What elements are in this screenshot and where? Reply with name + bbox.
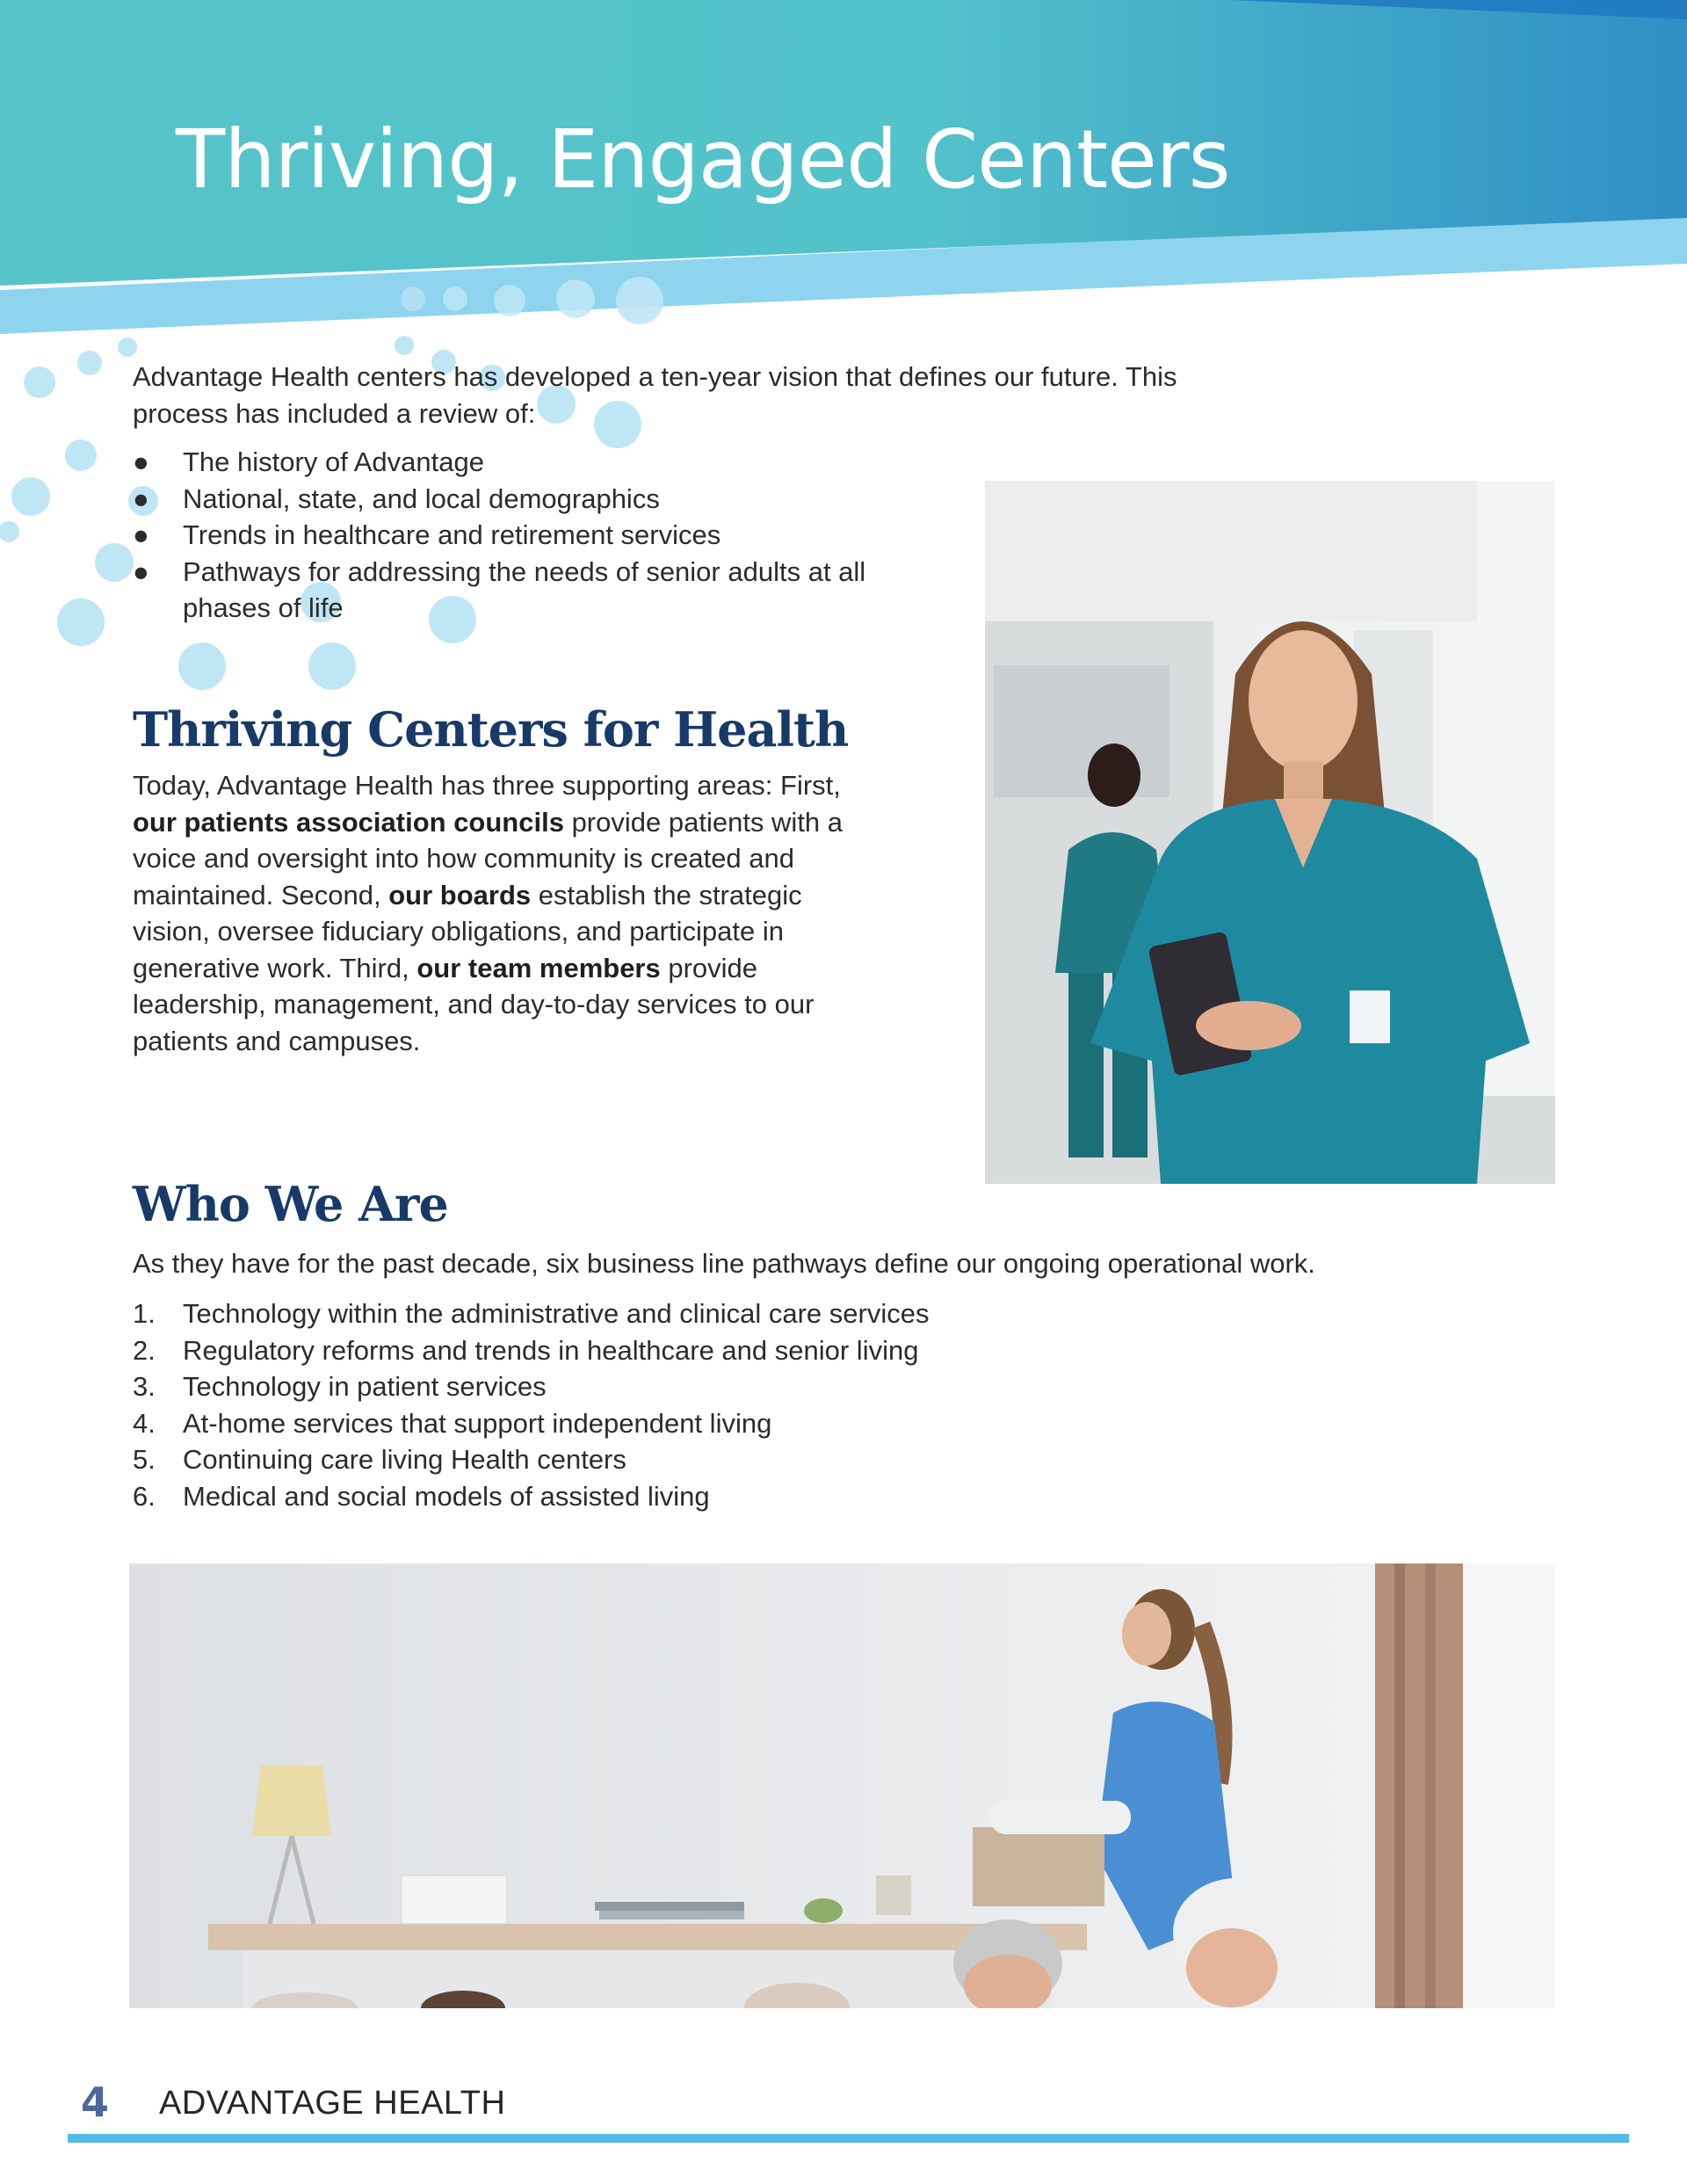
thriving-text-3: establish the strategic vision, oversee fiduciary obligations, and participate in generative work. Third, bbox=[133, 879, 802, 983]
list-item bbox=[133, 1405, 1275, 1442]
list-number: 5. bbox=[133, 1444, 156, 1475]
bullet-icon: ● bbox=[133, 555, 149, 587]
review-bullet-list bbox=[133, 444, 959, 627]
list-item bbox=[133, 554, 959, 627]
list-item bbox=[133, 444, 959, 481]
bullet-text: Trends in healthcare and retirement services bbox=[183, 519, 721, 550]
bullet-icon: ● bbox=[133, 483, 149, 514]
thriving-emphasis-team: our team members bbox=[416, 952, 661, 983]
list-item bbox=[133, 517, 959, 554]
thriving-paragraph bbox=[133, 767, 862, 1059]
page-number: 4 bbox=[81, 2079, 110, 2126]
thriving-text-2: provide patients with a voice and oversight into how community is created and maintained. Second, bbox=[133, 806, 844, 911]
thriving-heading: Thriving Centers for Health bbox=[133, 701, 849, 758]
footer-rule bbox=[68, 2134, 1629, 2143]
bullet-text: The history of Advantage bbox=[183, 446, 484, 477]
list-item bbox=[133, 1368, 1275, 1405]
list-item-text: Technology in patient services bbox=[183, 1371, 547, 1402]
bullet-icon: ● bbox=[133, 446, 149, 477]
thriving-text-1: Today, Advantage Health has three supporting areas: First, bbox=[133, 770, 841, 801]
pathways-numbered-list bbox=[133, 1295, 1275, 1514]
list-number: 6. bbox=[133, 1480, 156, 1512]
thriving-text-4: provide leadership, management, and day-to-day services to our patients and campuses. bbox=[133, 952, 815, 1056]
nurse-photo bbox=[985, 481, 1555, 1184]
bullet-text: National, state, and local demographics bbox=[183, 483, 660, 514]
list-item-text: At-home services that support independent living bbox=[183, 1407, 772, 1439]
thriving-emphasis-councils: our patients association councils bbox=[133, 806, 564, 838]
who-we-are-intro: As they have for the past decade, six business line pathways define our ongoing operational work. bbox=[133, 1248, 1315, 1279]
list-number: 3. bbox=[133, 1371, 156, 1402]
list-item bbox=[133, 1332, 1275, 1369]
thriving-emphasis-boards: our boards bbox=[388, 879, 532, 911]
list-item-text: Technology within the administrative and clinical care services bbox=[183, 1298, 930, 1329]
bullet-text: Pathways for addressing the needs of senior adults at all phases of life bbox=[183, 555, 866, 623]
list-item bbox=[133, 1478, 1275, 1515]
list-item-text: Regulatory reforms and trends in healthcare and senior living bbox=[183, 1334, 919, 1366]
care-scene-photo bbox=[129, 1564, 1555, 2008]
list-item-text: Medical and social models of assisted living bbox=[183, 1480, 710, 1512]
bullet-icon: ● bbox=[133, 519, 149, 550]
who-we-are-heading: Who We Are bbox=[133, 1176, 448, 1232]
list-item bbox=[133, 1295, 1275, 1332]
page-title: Thriving, Engaged Centers bbox=[176, 112, 1230, 207]
list-item-text: Continuing care living Health centers bbox=[183, 1444, 626, 1475]
footer-org-name: ADVANTAGE HEALTH bbox=[159, 2085, 506, 2122]
intro-paragraph: Advantage Health centers has developed a ten-year vision that defines our future. This process has included a review of: bbox=[133, 361, 1177, 429]
list-item bbox=[133, 481, 959, 518]
list-number: 2. bbox=[133, 1334, 156, 1366]
list-number: 1. bbox=[133, 1298, 156, 1329]
list-number: 4. bbox=[133, 1407, 156, 1439]
list-item bbox=[133, 1441, 1275, 1478]
